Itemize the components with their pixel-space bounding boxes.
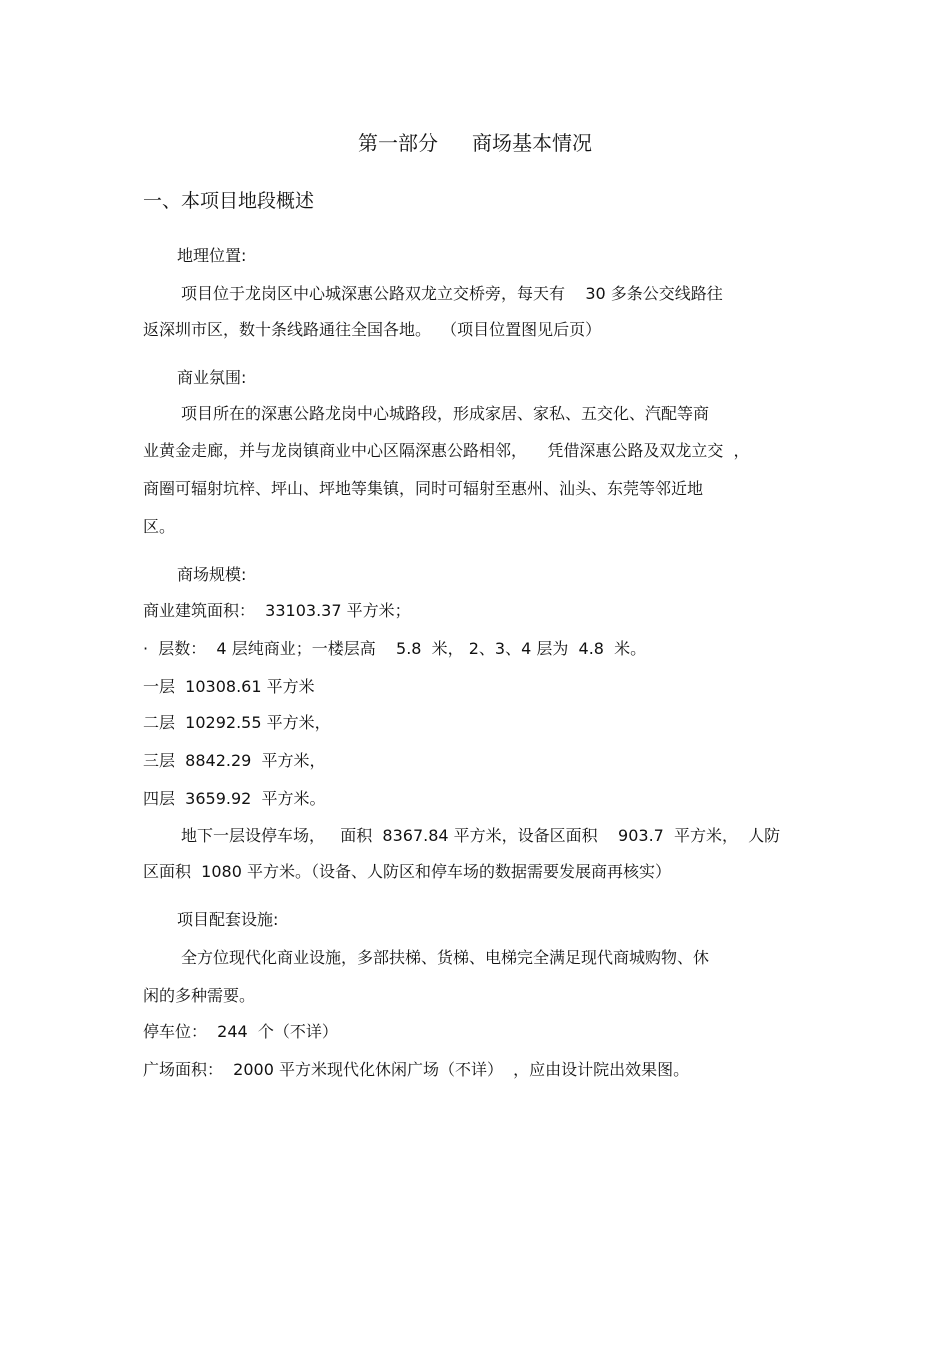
parking-spaces: 停车位： 244 个（不详） — [143, 1022, 338, 1041]
building-area: 商业建筑面积： 33103.37 平方米； — [143, 601, 411, 620]
floor-area: 三层 8842.29 平方米， — [143, 751, 326, 770]
commerce-text-line: 业黄金走廊，并与龙岗镇商业中心区隔深惠公路相邻， 凭借深惠公路及双龙立交 ， — [143, 441, 750, 460]
basement-text-line: 区面积 1080 平方米。（设备、人防区和停车场的数据需要发展商再核实） — [143, 862, 671, 881]
section-heading: 一、本项目地段概述 — [143, 190, 315, 212]
basement-text-line: 地下一层设停车场， 面积 8367.84 平方米，设备区面积 903.7 平方米， 人防 — [181, 826, 781, 845]
location-label: 地理位置: — [177, 246, 247, 265]
part-title — [0, 130, 950, 156]
floor-area: 一层 10308.61 平方米 — [143, 677, 315, 696]
commerce-text-line: 区。 — [143, 517, 176, 536]
floors-info: · 层数： 4 层纯商业；一楼层高 5.8 米， 2、3、4 层为 4.8 米。 — [143, 639, 647, 658]
location-text-line: 项目位于龙岗区中心城深惠公路双龙立交桥旁，每天有 30 多条公交线路往 — [181, 284, 723, 303]
facilities-label: 项目配套设施: — [177, 910, 279, 929]
part-number: 第一部分 — [358, 131, 438, 155]
part-name: 商场基本情况 — [472, 131, 592, 155]
commerce-text-line: 商圈可辐射坑梓、坪山、坪地等集镇，同时可辐射至惠州、汕头、东莞等邻近地 — [143, 479, 704, 498]
location-text-line: 返深圳市区，数十条线路通往全国各地。 （项目位置图见后页） — [143, 320, 602, 339]
plaza-area: 广场面积： 2000 平方米现代化休闲广场（不详） ，应由设计院出效果图。 — [143, 1060, 690, 1079]
commerce-label: 商业氛围: — [177, 368, 247, 387]
commerce-text-line: 项目所在的深惠公路龙岗中心城路段，形成家居、家私、五交化、汽配等商 — [181, 404, 710, 423]
facilities-text-line: 闲的多种需要。 — [143, 986, 256, 1005]
facilities-text-line: 全方位现代化商业设施，多部扶梯、货梯、电梯完全满足现代商城购物、休 — [181, 948, 710, 967]
floor-area: 四层 3659.92 平方米。 — [143, 789, 326, 808]
floor-area: 二层 10292.55 平方米， — [143, 713, 331, 732]
scale-label: 商场规模: — [177, 565, 247, 584]
